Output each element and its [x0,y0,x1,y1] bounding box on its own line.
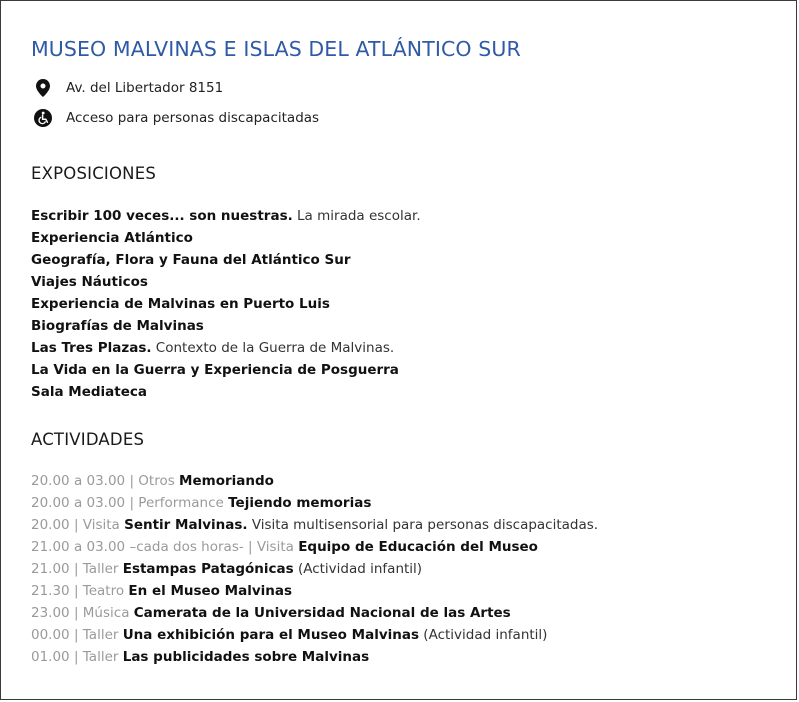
accessibility-row [34,109,319,127]
exposicion-name: Sala Mediateca [31,384,147,400]
actividad-desc: Visita multisensorial para personas discapacitadas. [247,517,599,533]
actividad-item [31,646,598,668]
location-pin-icon [34,79,52,97]
exposicion-item [31,293,421,315]
exposicion-name: Experiencia de Malvinas en Puerto Luis [31,296,330,312]
exposicion-name: Las Tres Plazas. [31,340,152,356]
actividad-name: Memoriando [179,473,274,489]
exposicion-name: Geografía, Flora y Fauna del Atlántico Sur [31,252,351,268]
address-row [34,79,223,97]
actividad-meta: 21.30 | Teatro [31,583,129,599]
exposicion-item [31,381,421,403]
exposicion-name: Biografías de Malvinas [31,318,204,334]
actividad-item [31,624,598,646]
exposicion-name: Viajes Náuticos [31,274,148,290]
actividad-desc: (Actividad infantil) [293,561,423,577]
actividad-meta: 01.00 | Taller [31,649,123,665]
actividad-name: Camerata de la Universidad Nacional de las Artes [133,605,511,621]
actividad-item [31,558,598,580]
actividad-item [31,536,598,558]
exposicion-item [31,227,421,249]
actividad-item [31,580,598,602]
page-title: MUSEO MALVINAS E ISLAS DEL ATLÁNTICO SUR [31,37,521,61]
exposiciones-heading: EXPOSICIONES [31,164,157,183]
exposicion-item [31,315,421,337]
actividad-meta: 20.00 | Visita [31,517,125,533]
actividades-list [31,470,598,668]
exposicion-item [31,271,421,293]
address-text: Av. del Libertador 8151 [66,80,224,96]
exposicion-name: Escribir 100 veces... son nuestras. [31,208,293,224]
accessibility-text: Acceso para personas discapacitadas [66,110,320,126]
exposicion-desc: Contexto de la Guerra de Malvinas. [151,340,395,356]
actividad-item [31,514,598,536]
exposicion-item [31,205,421,227]
actividad-name: En el Museo Malvinas [128,583,293,599]
actividad-name: Equipo de Educación del Museo [298,539,538,555]
actividades-heading: ACTIVIDADES [31,430,145,449]
actividad-meta: 21.00 a 03.00 –cada dos horas- | Visita [31,539,299,555]
actividad-name: Tejiendo memorias [228,495,372,511]
actividad-meta: 20.00 a 03.00 | Otros [31,473,180,489]
exposicion-desc: La mirada escolar. [292,208,421,224]
actividad-item [31,602,598,624]
exposicion-name: La Vida en la Guerra y Experiencia de Posguerra [31,362,399,378]
actividad-meta: 23.00 | Música [31,605,134,621]
actividad-meta: 21.00 | Taller [31,561,123,577]
actividad-item [31,470,598,492]
actividad-name: Estampas Patagónicas [122,561,294,577]
exposiciones-list [31,205,421,403]
actividad-name: Las publicidades sobre Malvinas [122,649,370,665]
actividad-meta: 20.00 a 03.00 | Performance [31,495,229,511]
exposicion-item [31,359,421,381]
actividad-meta: 00.00 | Taller [31,627,123,643]
exposicion-name: Experiencia Atlántico [31,230,193,246]
actividad-name: Una exhibición para el Museo Malvinas [122,627,420,643]
exposicion-item [31,249,421,271]
actividad-item [31,492,598,514]
actividad-name: Sentir Malvinas. [124,517,248,533]
wheelchair-icon [34,109,52,127]
actividad-desc: (Actividad infantil) [419,627,548,643]
exposicion-item [31,337,421,359]
